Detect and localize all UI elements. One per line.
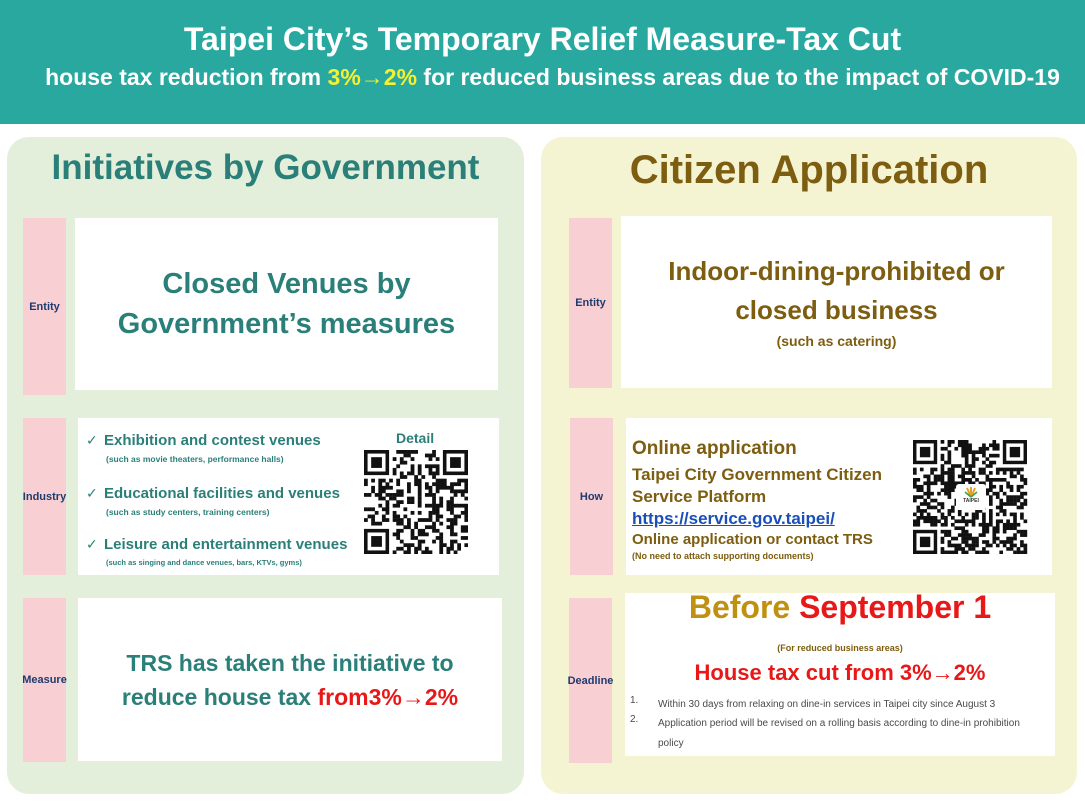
subtitle-rate: 3%→2% [327, 64, 418, 90]
subtitle-text-end: for reduced business areas due to the impact of COVID-19 [417, 64, 1060, 90]
measure-box [78, 598, 502, 761]
header-banner [0, 0, 1085, 124]
government-panel [7, 137, 524, 794]
check-icon: ✓ [86, 536, 98, 552]
how-tag: How [570, 418, 613, 575]
how-note: (No need to attach supporting documents) [632, 551, 814, 561]
how-line-3: Service Platform [632, 487, 767, 506]
government-panel-title: Initiatives by Government [51, 148, 480, 187]
deadline-heading [625, 589, 1055, 626]
entity-line-2: closed business [735, 295, 938, 325]
detail-label: Detail [396, 430, 435, 446]
industry-example: (such as movie theaters, performance halls) [106, 454, 284, 464]
note-text: Within 30 days from relaxing on dine-in services in Taipei city since August 3 [658, 699, 996, 710]
industry-box [78, 418, 499, 575]
entity-line-1: Indoor-dining-prohibited or [668, 256, 1005, 286]
measure-tag: Measure [23, 598, 66, 762]
note-number: 2. [630, 714, 639, 725]
measure-line-2 [122, 680, 458, 714]
check-icon: ✓ [86, 432, 98, 448]
entity-line-2: Government’s measures [117, 308, 456, 340]
measure-text: reduce house tax [121, 683, 318, 710]
how-line-2: Taipei City Government Citizen [632, 465, 883, 484]
taipei-logo [956, 484, 986, 510]
citizen-panel-title: Citizen Application [629, 148, 989, 192]
deadline-scope: (For reduced business areas) [777, 643, 903, 653]
how-box [626, 418, 1052, 575]
page-subtitle [20, 62, 1085, 92]
deadline-box [625, 589, 1055, 756]
page-title: Taipei City’s Temporary Relief Measure-Tax Cut [183, 21, 902, 57]
qr-code-wrapper [913, 440, 1029, 554]
entity-line-1: Closed Venues by [162, 268, 411, 300]
deadline-cut: House tax cut from 3%→2% [694, 660, 986, 685]
check-icon: ✓ [86, 485, 98, 501]
entity-tag: Entity [23, 218, 66, 395]
how-line-4: Online application or contact TRS [632, 531, 873, 548]
industry-example: (such as study centers, training centers) [106, 507, 270, 517]
qr-code-icon[interactable] [364, 450, 468, 554]
service-link[interactable]: https://service.gov.taipei/ [632, 509, 835, 528]
note-text: Application period will be revised on a rolling basis according to dine-in prohibition policy [658, 718, 1020, 749]
citizen-panel [541, 137, 1077, 794]
taipei-logo-text: TAIPEI [963, 498, 979, 504]
how-line-1: Online application [632, 438, 797, 459]
deadline-tag: Deadline [569, 598, 612, 763]
subtitle-text: house tax reduction from [45, 64, 328, 90]
entity-example: (such as catering) [776, 333, 897, 349]
measure-line-1: TRS has taken the initiative to [126, 649, 454, 676]
entity-box [621, 216, 1052, 388]
entity-box [75, 218, 498, 390]
industry-example: (such as singing and dance venues, bars, KTVs, gyms) [106, 558, 302, 567]
deadline-date: September 1 [799, 589, 992, 625]
measure-rate: from3%→2% [317, 683, 459, 710]
entity-tag: Entity [569, 218, 612, 388]
industry-name: Leisure and entertainment venues [104, 536, 348, 553]
industry-name: Educational facilities and venues [104, 485, 340, 502]
taipei-logo-icon [963, 486, 979, 498]
deadline-pre: Before [688, 589, 800, 625]
note-number: 1. [630, 695, 639, 706]
industry-name: Exhibition and contest venues [104, 432, 321, 449]
industry-tag: Industry [23, 418, 66, 575]
